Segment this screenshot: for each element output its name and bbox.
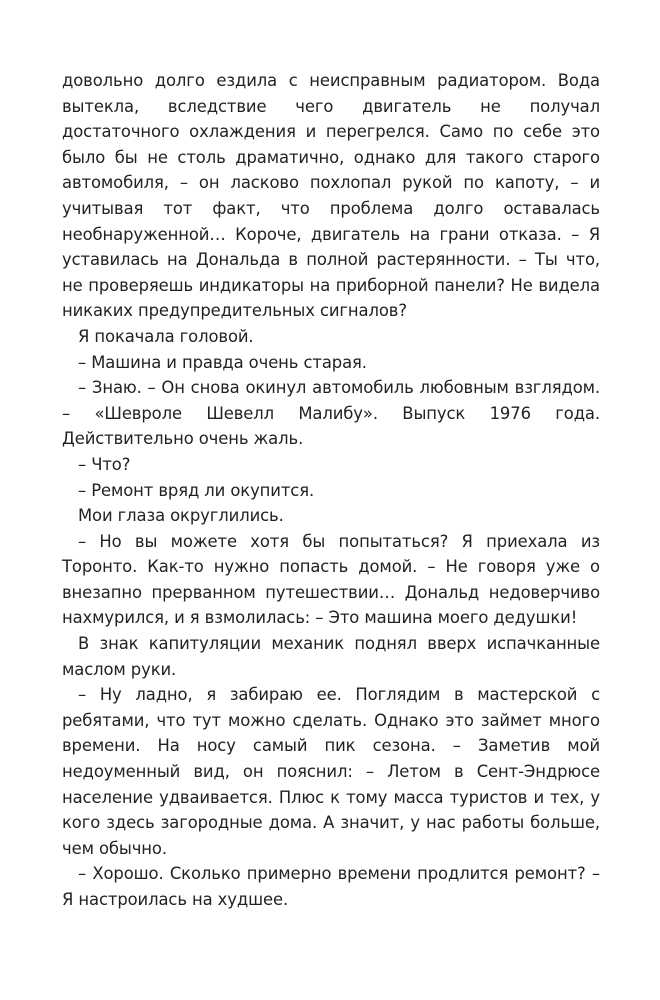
paragraph: Я покачала головой. [78, 326, 254, 346]
paragraph: – Ну ладно, я забираю ее. Поглядим в мастерской с ребятами, что тут можно сделать. Однако это займет много времени. На носу самый пик сезона. – Заметив мой недоуменный вид, он пояснил: – Летом в Сент-Эндрюсе население удваивается. Плюс к тому масса туристов и тех, у кого здесь загородные дома. А значит, у нас работы больше, чем обычно. [62, 685, 600, 858]
paragraph: В знак капитуляции механик поднял вверх испачканные маслом руки. [62, 634, 600, 679]
paragraph: – Что? [78, 454, 131, 474]
book-page [62, 68, 600, 913]
paragraph: – Машина и правда очень старая. [78, 352, 367, 372]
paragraph: – Хорошо. Сколько примерно времени продлится ремонт? – Я настроилась на худшее. [62, 864, 600, 909]
paragraph: – Но вы можете хотя бы попытаться? Я приехала из Торонто. Как-то нужно попасть домой. – Не говоря уже о внезапно прерванном путешествии… Дональд недоверчиво нахмурился, и я взмолилась: – Это машина моего дедушки! [62, 531, 600, 628]
paragraph: – Ремонт вряд ли окупится. [78, 480, 315, 500]
paragraph: Мои глаза округлились. [78, 506, 284, 526]
paragraph-continued: довольно долго ездила с неисправным радиатором. Вода вытекла, вследствие чего двигатель не получал достаточного охлаждения и перегрелся. Само по себе это было бы не столь драматично, однако для такого старого автомобиля, – он ласково похлопал рукой по капоту, – и учитывая тот факт, что проблема долго оставалась необнаруженной… Короче, двигатель на грани отказа. – Я уставилась на Дональда в полной растерянности. – Ты что, не проверяешь индикаторы на приборной панели? Не видела никаких предупредительных сигналов? [62, 71, 600, 321]
paragraph: – Знаю. – Он снова окинул автомобиль любовным взглядом. – «Шевроле Шевелл Малибу». Выпуск 1976 года. Действительно очень жаль. [62, 378, 600, 449]
